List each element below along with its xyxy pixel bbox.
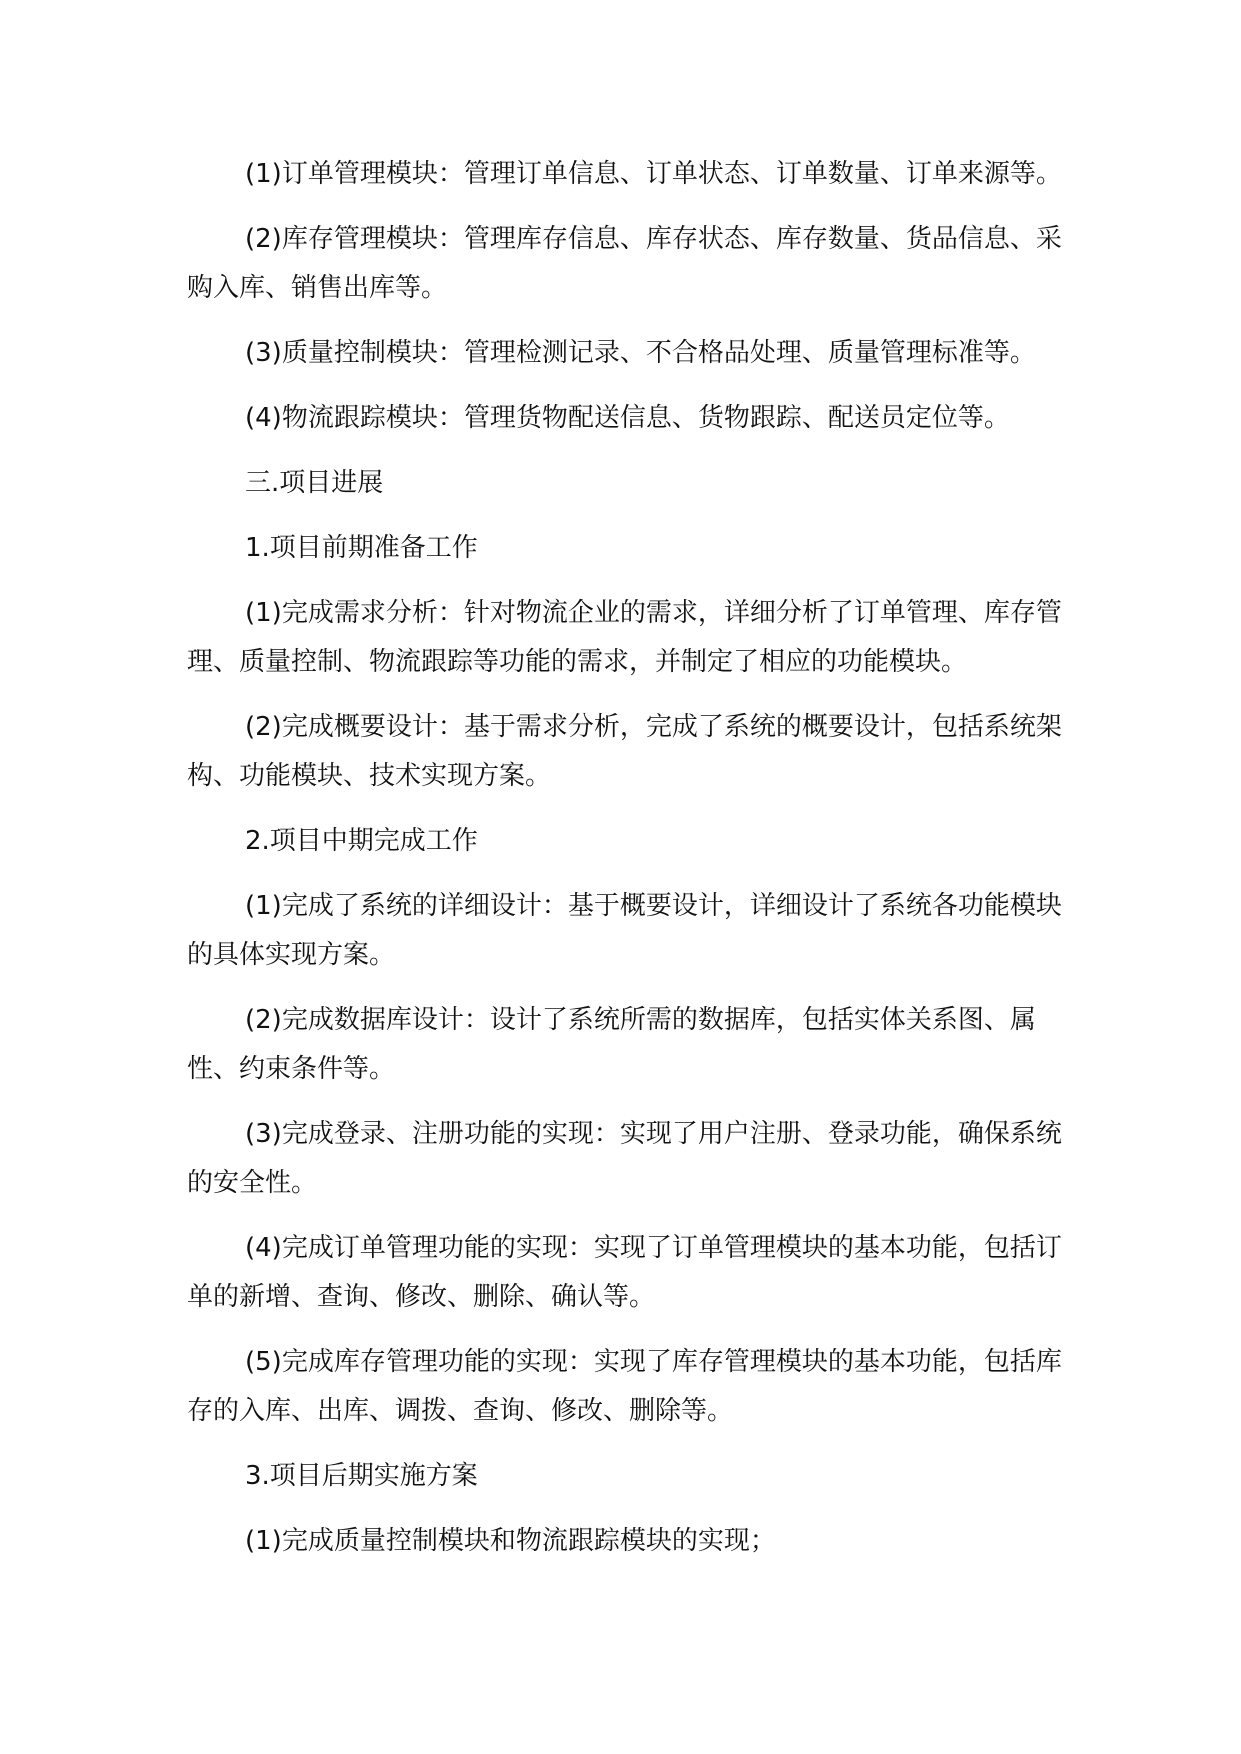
paragraph-requirements-analysis: (1)完成需求分析：针对物流企业的需求，详细分析了订单管理、库存管理、质量控制、物流跟踪等功能的需求，并制定了相应的功能模块。 <box>187 598 1062 677</box>
section-heading-progress: 三.项目进展 <box>245 468 384 498</box>
paragraph-quality-logistics-implementation: (1)完成质量控制模块和物流跟踪模块的实现； <box>245 1526 776 1556</box>
paragraph-order-module: (1)订单管理模块：管理订单信息、订单状态、订单数量、订单来源等。 <box>245 159 1062 189</box>
paragraph-outline-design: (2)完成概要设计：基于需求分析，完成了系统的概要设计，包括系统架构、功能模块、技术实现方案。 <box>187 712 1062 791</box>
document-body <box>187 150 1067 1582</box>
paragraph-inventory-implementation: (5)完成库存管理功能的实现：实现了库存管理模块的基本功能，包括库存的入库、出库、调拨、查询、修改、删除等。 <box>187 1347 1062 1426</box>
subheading-late-stage: 3.项目后期实施方案 <box>245 1461 478 1491</box>
paragraph-database-design: (2)完成数据库设计：设计了系统所需的数据库，包括实体关系图、属性、约束条件等。 <box>187 1005 1036 1084</box>
paragraph-inventory-module: (2)库存管理模块：管理库存信息、库存状态、库存数量、货品信息、采购入库、销售出库等。 <box>187 224 1062 303</box>
paragraph-quality-module: (3)质量控制模块：管理检测记录、不合格品处理、质量管理标准等。 <box>245 338 1036 368</box>
paragraph-logistics-module: (4)物流跟踪模块：管理货物配送信息、货物跟踪、配送员定位等。 <box>245 403 1010 433</box>
subheading-mid-stage: 2.项目中期完成工作 <box>245 826 478 856</box>
paragraph-detailed-design: (1)完成了系统的详细设计：基于概要设计，详细设计了系统各功能模块的具体实现方案。 <box>187 891 1062 970</box>
paragraph-order-implementation: (4)完成订单管理功能的实现：实现了订单管理模块的基本功能，包括订单的新增、查询、修改、删除、确认等。 <box>187 1233 1062 1312</box>
paragraph-login-register: (3)完成登录、注册功能的实现：实现了用户注册、登录功能，确保系统的安全性。 <box>187 1119 1062 1198</box>
subheading-early-stage: 1.项目前期准备工作 <box>245 533 478 563</box>
